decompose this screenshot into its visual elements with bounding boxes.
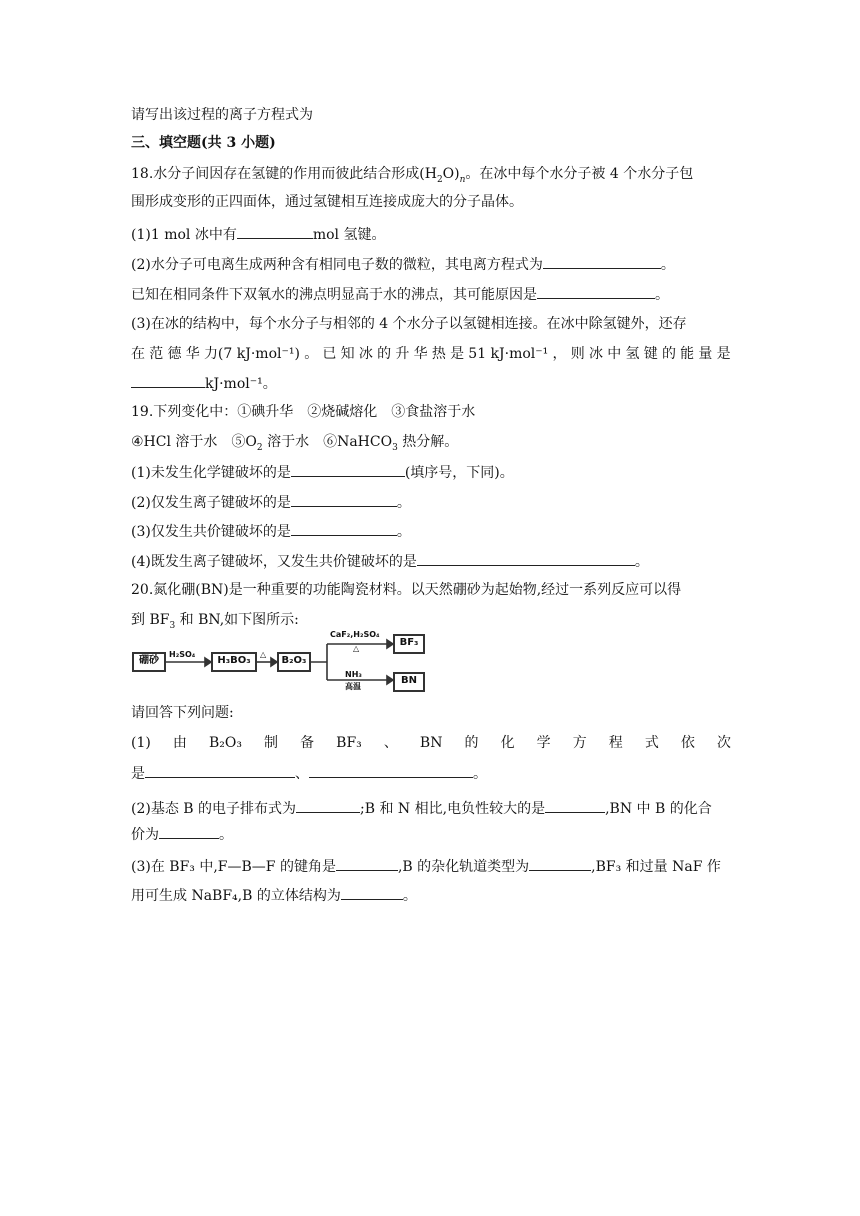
- justified-token: 键: [643, 346, 658, 362]
- q18-part2: (2)水分子可电离生成两种含有相同电子数的微粒，其电离方程式为 。: [131, 254, 675, 275]
- justified-token: 氢: [625, 346, 640, 362]
- justified-token: 的: [377, 346, 392, 362]
- justified-token: 冰: [358, 346, 373, 362]
- justified-token: 51 kJ·mol⁻¹: [468, 346, 549, 362]
- justified-token: 量: [698, 346, 713, 362]
- lower-condition-high-temp: 高温: [345, 682, 361, 691]
- justified-token: 中: [607, 346, 622, 362]
- answer-blank[interactable]: [341, 885, 403, 900]
- bf3-product-box: BF₃: [393, 634, 425, 654]
- arrow1-condition: H₂SO₄: [169, 650, 196, 659]
- justified-token: 是: [716, 346, 731, 362]
- justified-token: 力(7 kJ·mol⁻¹): [203, 346, 300, 362]
- justified-token: 是: [450, 346, 465, 362]
- q18-stem-line2: 围形成变形的正四面体，通过氢键相互连接成庞大的分子晶体。: [131, 194, 523, 210]
- q20-line1: 20.氮化硼(BN)是一种重要的功能陶瓷材料。以天然硼砂为起始物,经过一系列反应可以得: [131, 582, 682, 598]
- q19-part3: (3)仅发生共价键破坏的是 。: [131, 521, 411, 542]
- justified-token: (1): [131, 735, 151, 751]
- justified-token: 则: [570, 346, 585, 362]
- answer-blank[interactable]: [296, 798, 360, 813]
- justified-token: 知: [340, 346, 355, 362]
- q20-line2: 到 $BF_3$ 和 BN,如下图所示:: [131, 612, 299, 631]
- answer-blank[interactable]: [145, 763, 295, 778]
- answer-blank[interactable]: [336, 856, 398, 871]
- justified-token: BF₃: [336, 735, 362, 751]
- q18-stem-line1: 18.水分子间因存在氢键的作用而彼此结合形成$(H_2O)_n$。在冰中每个水分子被 4 个水分子包: [131, 166, 694, 185]
- h3bo3-box: H₃BO₃: [211, 652, 257, 672]
- justified-token: 学: [536, 735, 551, 751]
- answer-blank[interactable]: [131, 373, 205, 388]
- reaction-flow-diagram: [131, 630, 431, 692]
- justified-token: 依: [680, 735, 695, 751]
- q19-part1: (1)未发生化学键破坏的是 (填序号，下同)。: [131, 462, 514, 483]
- answer-blank[interactable]: [529, 856, 591, 871]
- answer-blank[interactable]: [309, 763, 473, 778]
- answer-blank[interactable]: [291, 492, 397, 507]
- justified-token: 备: [300, 735, 315, 751]
- justified-token: 制: [264, 735, 279, 751]
- justified-token: 范: [149, 346, 164, 362]
- justified-token: 的: [661, 346, 676, 362]
- upper-condition: CaF₂,H₂SO₄: [330, 630, 380, 639]
- q19-line2: ④HCl 溶于水 $⑤O_2$ 溶于水 ⑥NaHCO$_3$ 热分解。: [131, 434, 459, 453]
- justified-token: BN: [419, 735, 443, 751]
- justified-token: 方: [572, 735, 587, 751]
- q18-part3-line2: [131, 344, 731, 364]
- justified-token: B₂O₃: [208, 735, 242, 751]
- q20-part2: (2)基态 B 的电子排布式为 ;B 和 N 相比,电负性较大的是 ,BN 中 B 的化合: [131, 798, 712, 819]
- q20-part1-line1: [131, 733, 731, 753]
- justified-token: 、: [383, 735, 398, 751]
- q19-line1: 19.下列变化中：①碘升华 ②烧碱熔化 ③食盐溶于水: [131, 404, 476, 420]
- justified-token: 的: [464, 735, 479, 751]
- answer-blank[interactable]: [417, 551, 635, 566]
- q20-part2-line2: 价为 。: [131, 824, 233, 845]
- justified-token: ，: [552, 346, 567, 362]
- b2o3-box: B₂O₃: [277, 652, 311, 672]
- justified-token: 热: [431, 346, 446, 362]
- justified-token: 德: [167, 346, 182, 362]
- answer-blank[interactable]: [537, 284, 655, 299]
- q19-part4: (4)既发生离子键破坏，又发生共价键破坏的是 。: [131, 551, 649, 572]
- q20-part1-line2: 是 、 。: [131, 763, 487, 784]
- q18-part3-line3: kJ·mol⁻¹。: [131, 373, 277, 394]
- justified-token: 次: [716, 735, 731, 751]
- answer-blank[interactable]: [237, 224, 313, 239]
- justified-token: 化: [500, 735, 515, 751]
- section-title: 三、填空题(共 3 小题): [131, 135, 276, 151]
- answer-blank[interactable]: [291, 521, 397, 536]
- q18-part1: (1)1 mol 冰中有 mol 氢键。: [131, 224, 385, 245]
- justified-token: 由: [172, 735, 187, 751]
- answer-blank[interactable]: [159, 824, 219, 839]
- justified-token: 。: [304, 346, 319, 362]
- answer-blank[interactable]: [291, 462, 405, 477]
- q18-part3-line1: (3)在冰的结构中，每个水分子与相邻的 4 个水分子以氢键相连接。在冰中除氢键外，还存: [131, 316, 687, 332]
- justified-token: 在: [131, 346, 145, 362]
- justified-token: 能: [680, 346, 695, 362]
- bn-product-box: BN: [393, 672, 425, 692]
- arrow2-condition: △: [260, 650, 267, 659]
- justified-token: 华: [185, 346, 200, 362]
- justified-token: 程: [608, 735, 623, 751]
- answer-blank[interactable]: [545, 798, 605, 813]
- q20-part3-line2: 用可生成 NaBF₄,B 的立体结构为 。: [131, 885, 417, 906]
- intro-line: 请写出该过程的离子方程式为: [131, 107, 313, 123]
- justified-token: 式: [644, 735, 659, 751]
- q19-part2: (2)仅发生离子键破坏的是 。: [131, 492, 411, 513]
- q20-ask: 请回答下列问题:: [131, 705, 234, 721]
- answer-blank[interactable]: [543, 254, 661, 269]
- start-box: 硼砂: [132, 652, 166, 672]
- q18-part2-cont: 已知在相同条件下双氧水的沸点明显高于水的沸点，其可能原因是 。: [131, 284, 669, 305]
- justified-token: 冰: [589, 346, 603, 362]
- lower-condition-nh3: NH₃: [345, 670, 362, 679]
- justified-token: 已: [322, 346, 337, 362]
- q20-part3: (3)在 BF₃ 中,F—B—F 的键角是 ,B 的杂化轨道类型为 ,BF₃ 和过量 NaF 作: [131, 856, 721, 877]
- justified-token: 升: [395, 346, 410, 362]
- justified-token: 华: [413, 346, 428, 362]
- upper-delta: △: [353, 644, 360, 653]
